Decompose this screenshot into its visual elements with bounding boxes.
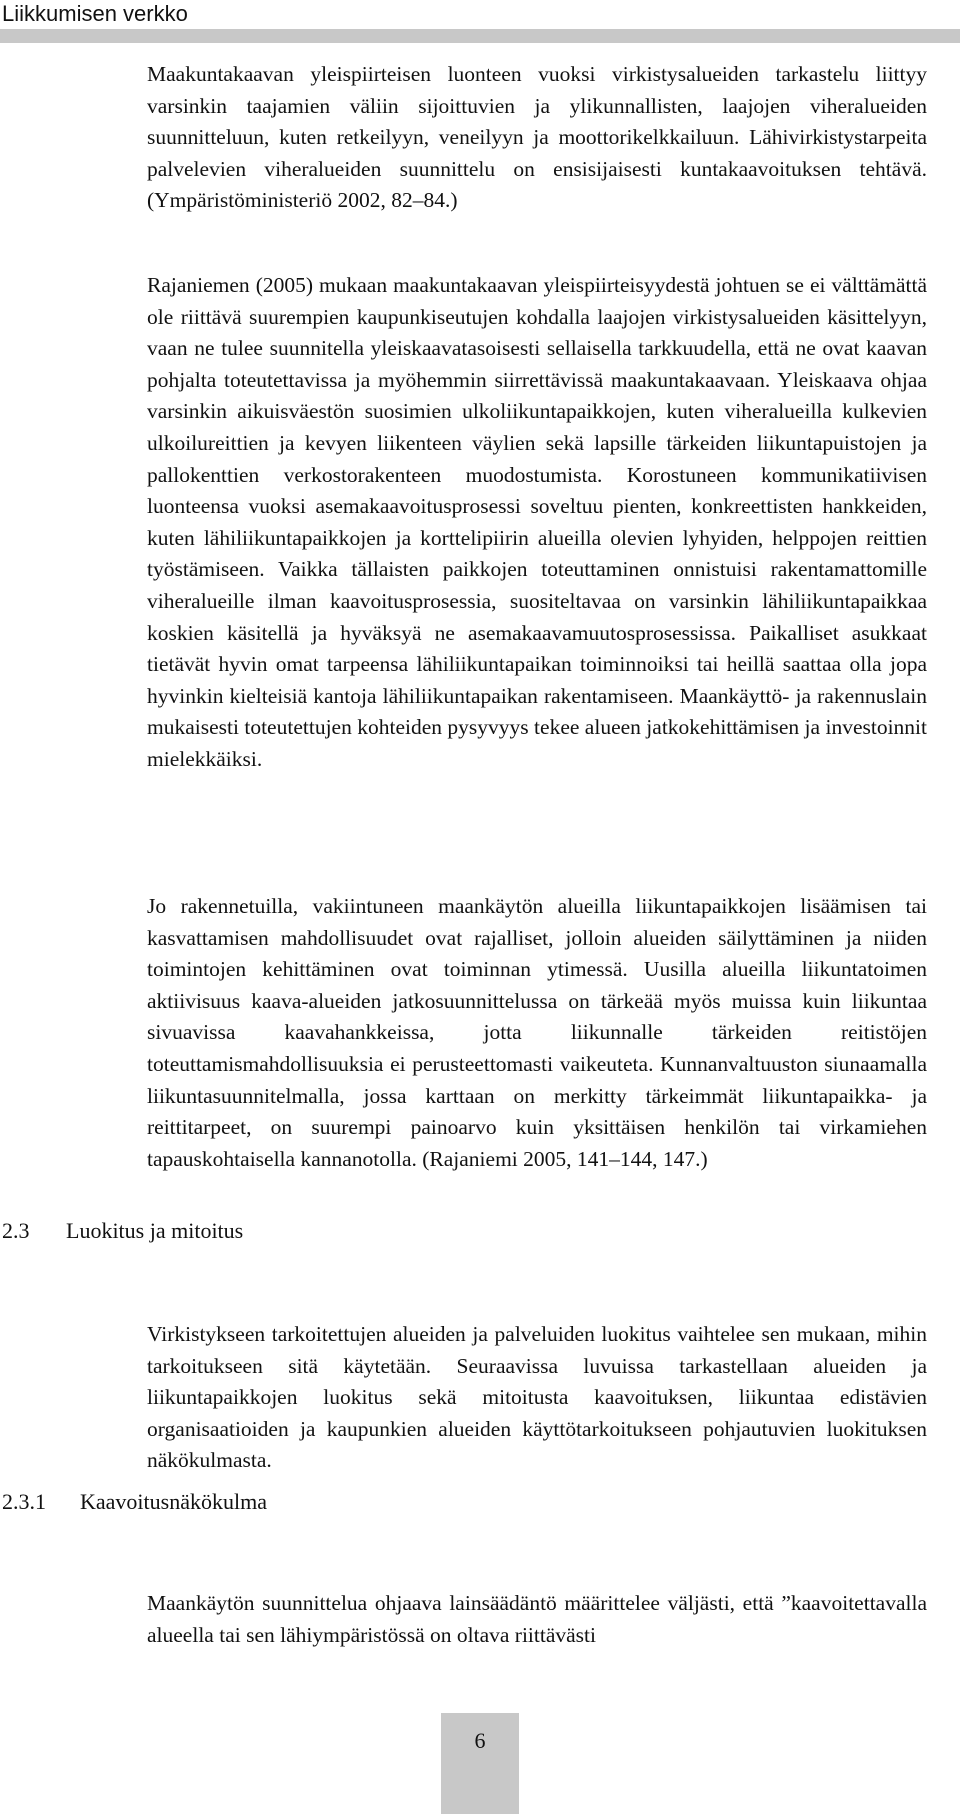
paragraph-established-areas: Jo rakennetuilla, vakiintuneen maankäytön alueilla liikuntapaikkojen lisäämisen tai kasvattamisen mahdollisuudet ovat rajalliset, jolloin alueiden säilyttäminen ja niiden toimintojen kehittäminen ovat toiminnan ytimessä. Uusilla alueilla liikuntatoimen aktiivisuus kaava-alueiden jatkosuunnittelussa on tärkeää myös muissa kuin liikuntaa sivuavissa kaavahankkeissa, jotta liikunnalle tärkeiden reitistöjen toteuttamismahdollisuuksia ei perusteettomasti vaikeuteta. Kunnanvaltuuston siunaamalla liikuntasuunnitelmalla, jossa karttaan on merkitty tärkeimmät liikuntapaikka- ja reittitarpeet, on suurempi painoarvo kuin yksittäisen henkilön tai virkamiehen tapauskohtaisella kannanotolla. (Rajaniemi 2005, 141–144, 147.) (147, 894, 927, 1171)
section-number: 2.3.1 (2, 1489, 46, 1514)
paragraph-classification: Virkistykseen tarkoitettujen alueiden ja palveluiden luokitus vaihtelee sen mukaan, mihin tarkoitukseen sitä käytetään. Seuraavissa luvuissa tarkastellaan alueiden ja liikuntapaikkojen luokitus sekä mitoitusta kaavoituksen, liikuntaa edistävien organisaatioiden ja kaupunkien alueiden käyttötarkoitukseen pohjautuvien luokituksen näkökulmasta. (147, 1322, 927, 1473)
section-title: Kaavoitusnäkökulma (80, 1489, 267, 1514)
page-number: 6 (474, 1728, 486, 1753)
section-heading-2-3 (2, 1216, 243, 1246)
running-header-title: Liikkumisen verkko (2, 1, 188, 26)
paragraph-rajaniemi: Rajaniemen (2005) mukaan maakuntakaavan yleispiirteisyydestä johtuen se ei välttämättä ole riittävä suurempien kaupunkiseutujen kohdalla laajojen virkistysalueiden käsittelyyn, vaan ne tulee suunnitella yleiskaavatasoisesti sellaisella tarkkuudella, että ne ovat kaavan pohjalta toteutettavissa ja myöhemmin siirrettävissä maakuntakaavaan. Yleiskaava ohjaa varsinkin aikuisväestön suosimien ulkoliikuntapaikkojen, kuten viheralueilla kulkevien ulkoilureittien ja kevyen liikenteen väylien sekä lapsille tärkeiden liikuntapuistojen ja pallokenttien verkostorakenteen muodostumista. Korostuneen kommunikatiivisen luonteensa vuoksi asemakaavoitusprosessi soveltuu pienten, konkreettisten hankkeiden, kuten lähiliikuntapaikkojen ja korttelipiirin alueilla olevien lyhyiden, helppojen reittien työstämiseen. Vaikka tällaisten paikkojen toteuttaminen onnistuisi rakentamattomille viheralueille ilman kaavoitusprosessia, suositeltavaa on varsinkin lähiliikuntapaikkaa koskien käsitellä ja hyväksyä ne asemakaavamuutosprosessissa. Paikalliset asukkaat tietävät hyvin omat tarpeensa lähiliikuntapaikan toiminnoiksi tai heillä saattaa olla jopa hyvinkin kielteisiä kantoja lähiliikuntapaikan rakentamiseen. Maankäyttö- ja rakennuslain mukaisesti toteutettujen kohteiden pysyvyys tekee alueen jatkokehittämisen ja investoinnit mielekkäiksi. (147, 273, 927, 771)
page-header (0, 0, 960, 44)
header-rule (0, 29, 960, 43)
section-number: 2.3 (2, 1218, 30, 1243)
paragraph-regional-plan: Maakuntakaavan yleispiirteisen luonteen vuoksi virkistysalueiden tarkastelu liittyy varsinkin taajamien väliin sijoittuvien ja ylikunnallisten, laajojen viheralueiden suunnitteluun, kuten retkeilyyn, veneilyyn ja moottorikelkkailuun. Lähivirkistystarpeita palvelevien viheralueiden suunnittelu on ensisijaisesti kuntakaavoituksen tehtävä. (Ympäristöministeriö 2002, 82–84.) (147, 62, 927, 213)
section-title: Luokitus ja mitoitus (66, 1218, 244, 1243)
paragraph-legislation: Maankäytön suunnittelua ohjaava lainsäädäntö määrittelee väljästi, että ”kaavoitettavalla alueella tai sen lähiympäristössä on oltava riittävästi (147, 1591, 927, 1647)
section-heading-2-3-1 (2, 1487, 267, 1517)
page-number-box (441, 1713, 519, 1814)
